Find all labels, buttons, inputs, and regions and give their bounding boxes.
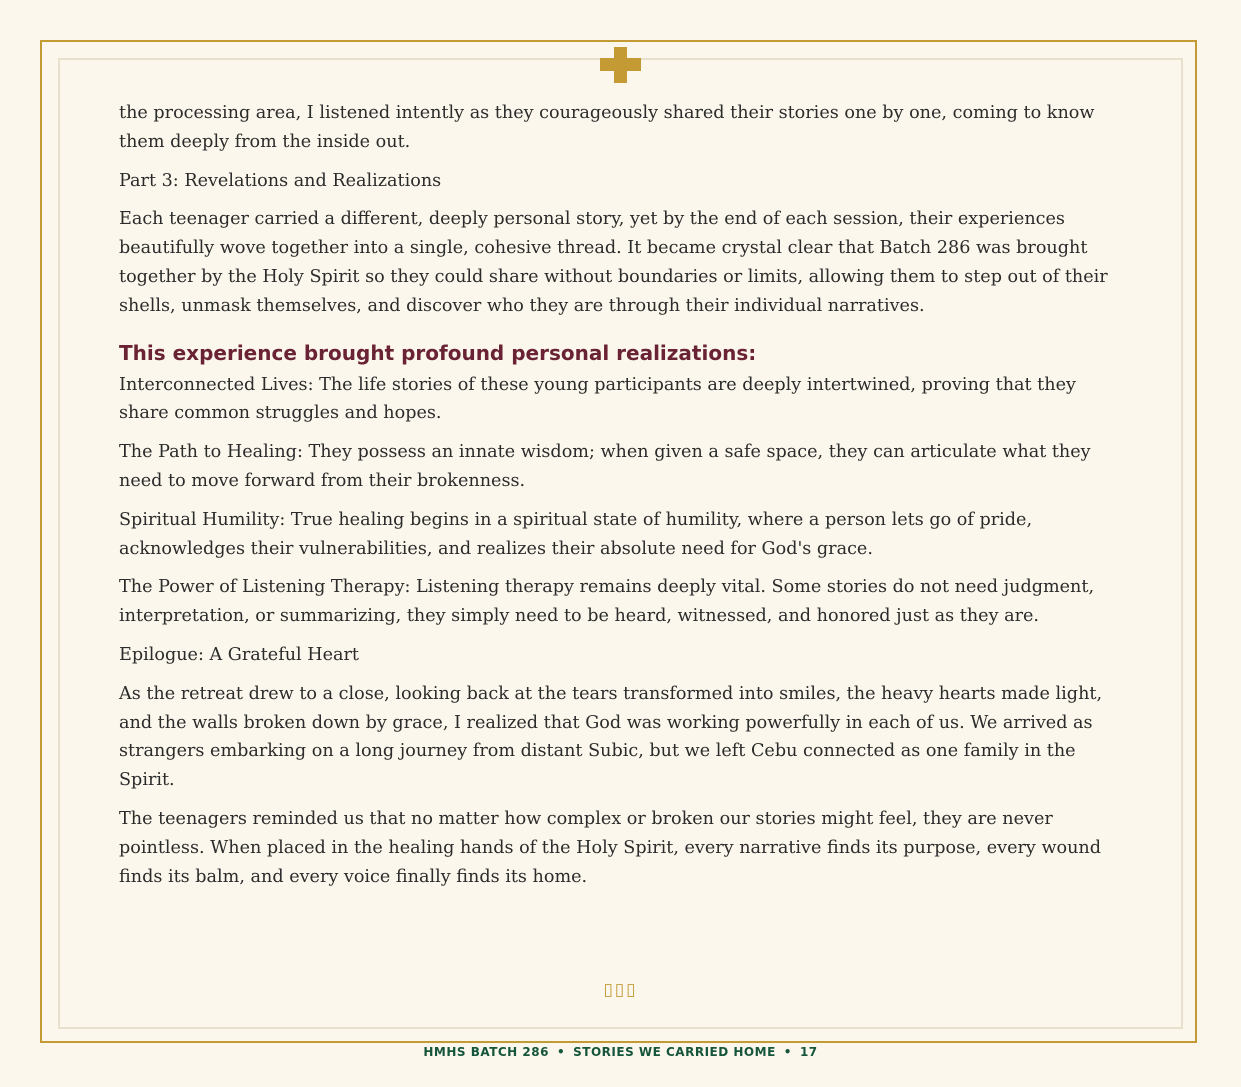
footer-publication: HMHS BATCH 286: [423, 1045, 549, 1059]
section-title-epilogue: Epilogue: A Grateful Heart: [119, 644, 359, 665]
realization-interconnected-lives: Interconnected Lives: The life stories of these young participants are deeply intertwined, proving that they share common struggles and hopes.: [119, 374, 1076, 424]
footer-separator: •: [556, 1045, 566, 1059]
realizations-heading: This experience brought profound personal realizations:: [119, 340, 757, 365]
page-number: 17: [799, 1045, 818, 1059]
paragraph: As the retreat drew to a close, looking back at the tears transformed into smiles, the heavy hearts made light, and the walls broken down by grace, I realized that God was working powerfully in each of us. We arrived as strangers embarking on a long journey from distant Subic, but we left Cebu connected as one family in the Spirit.: [119, 683, 1103, 791]
footer-separator: •: [783, 1045, 792, 1059]
realization-path-to-healing: The Path to Healing: They possess an innate wisdom; when given a safe space, they can articulate what they need to move forward from their brokenness.: [119, 442, 1091, 491]
realization-spiritual-humility: Spiritual Humility: True healing begins in a spiritual state of humility, where a person lets go of pride, acknowledges their vulnerabilities, and realizes their absolute need for God's grace.: [119, 509, 1033, 559]
paragraph: Each teenager carried a different, deeply personal story, yet by the end of each session, their experiences beautifully wove together into a single, cohesive thread. It became crystal clear that Batch 286 was brought together by the Holy Spirit so they could share without boundaries or limits, allowing them to step out of their shells, unmask themselves, and discover who they are through their individual narratives.: [119, 209, 1108, 316]
paragraph: The teenagers reminded us that no matter how complex or broken our stories might feel, they are never pointless. When placed in the healing hands of the Holy Spirit, every narrative finds its purpose, every wound finds its balm, and every voice finally finds its home.: [119, 808, 1102, 887]
realization-listening-therapy: The Power of Listening Therapy: Listening therapy remains deeply vital. Some stories do not need judgment, interpretation, or summarizing, they simply need to be heard, witnessed, and honored just as they are.: [119, 577, 1095, 627]
footer-title: STORIES WE CARRIED HOME: [573, 1045, 776, 1059]
page-body: [119, 99, 1127, 901]
cross-icon: [600, 47, 641, 83]
section-title-part-3: Part 3: Revelations and Realizations: [119, 170, 442, 191]
ornament-divider: ▯▯▯: [603, 980, 638, 1000]
page-footer: [0, 1045, 1241, 1059]
paragraph: the processing area, I listened intently as they courageously shared their stories one by one, coming to know them deeply from the inside out.: [119, 103, 1095, 152]
